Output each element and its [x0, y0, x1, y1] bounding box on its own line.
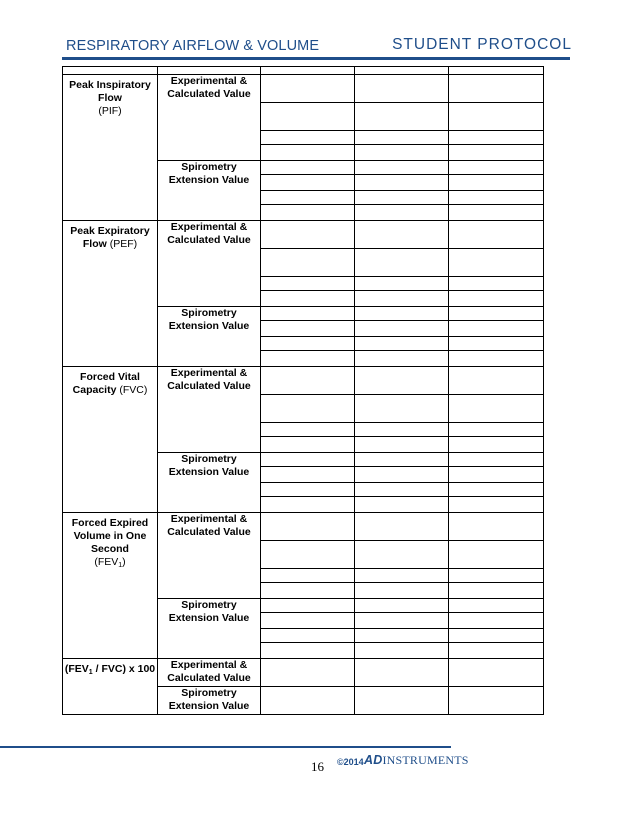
table-row [63, 367, 544, 395]
measure-cell-pef [63, 221, 158, 367]
results-table [62, 66, 544, 715]
measure-abbr: (FVC) [119, 384, 148, 396]
measure-label: $(FEV_1 / FVC)$ x 100 [64, 663, 156, 676]
measure-cell-fvc [63, 367, 158, 513]
footer-rule [0, 746, 451, 748]
table-row [63, 75, 544, 103]
measure-abbr: (PEF) [109, 238, 138, 250]
table-row [63, 221, 544, 249]
source-cell-spirometry: Spirometry Extension Value [158, 687, 261, 715]
running-header-title: RESPIRATORY AIRFLOW & VOLUME [66, 38, 320, 54]
source-cell-experimental: Experimental & Calculated Value [158, 367, 261, 453]
page-number: 16 [311, 759, 324, 774]
measure-label: Peak Inspiratory Flow [69, 79, 151, 104]
copyright-text: ©2014 [337, 757, 364, 767]
measure-label: Forced Expired Volume in One Second [71, 517, 149, 555]
table-row [63, 513, 544, 541]
brand-logo: ADINSTRUMENTS [364, 753, 469, 767]
source-cell-experimental: Experimental & Calculated Value [158, 221, 261, 307]
measure-label: Forced Vital Capacity [72, 371, 140, 396]
source-cell-spirometry: Spirometry Extension Value [158, 307, 261, 367]
running-header-section: STUDENT PROTOCOL [392, 36, 572, 53]
measure-abbr: (PIF) [98, 105, 122, 117]
source-cell-spirometry: Spirometry Extension Value [158, 599, 261, 659]
source-cell-experimental: Experimental & Calculated Value [158, 659, 261, 687]
measure-cell-fev1 [63, 513, 158, 659]
header-rule [62, 57, 570, 60]
measure-label: Peak Expiratory Flow [70, 225, 150, 250]
source-cell-spirometry: Spirometry Extension Value [158, 161, 261, 221]
measure-abbr: $(FEV_1)$ [94, 556, 126, 569]
source-cell-experimental: Experimental & Calculated Value [158, 75, 261, 161]
table-row [63, 659, 544, 687]
measure-cell-ratio [63, 659, 158, 715]
source-cell-experimental: Experimental & Calculated Value [158, 513, 261, 599]
measure-cell-pif [63, 75, 158, 221]
table-header-row [63, 67, 544, 75]
source-cell-spirometry: Spirometry Extension Value [158, 453, 261, 513]
